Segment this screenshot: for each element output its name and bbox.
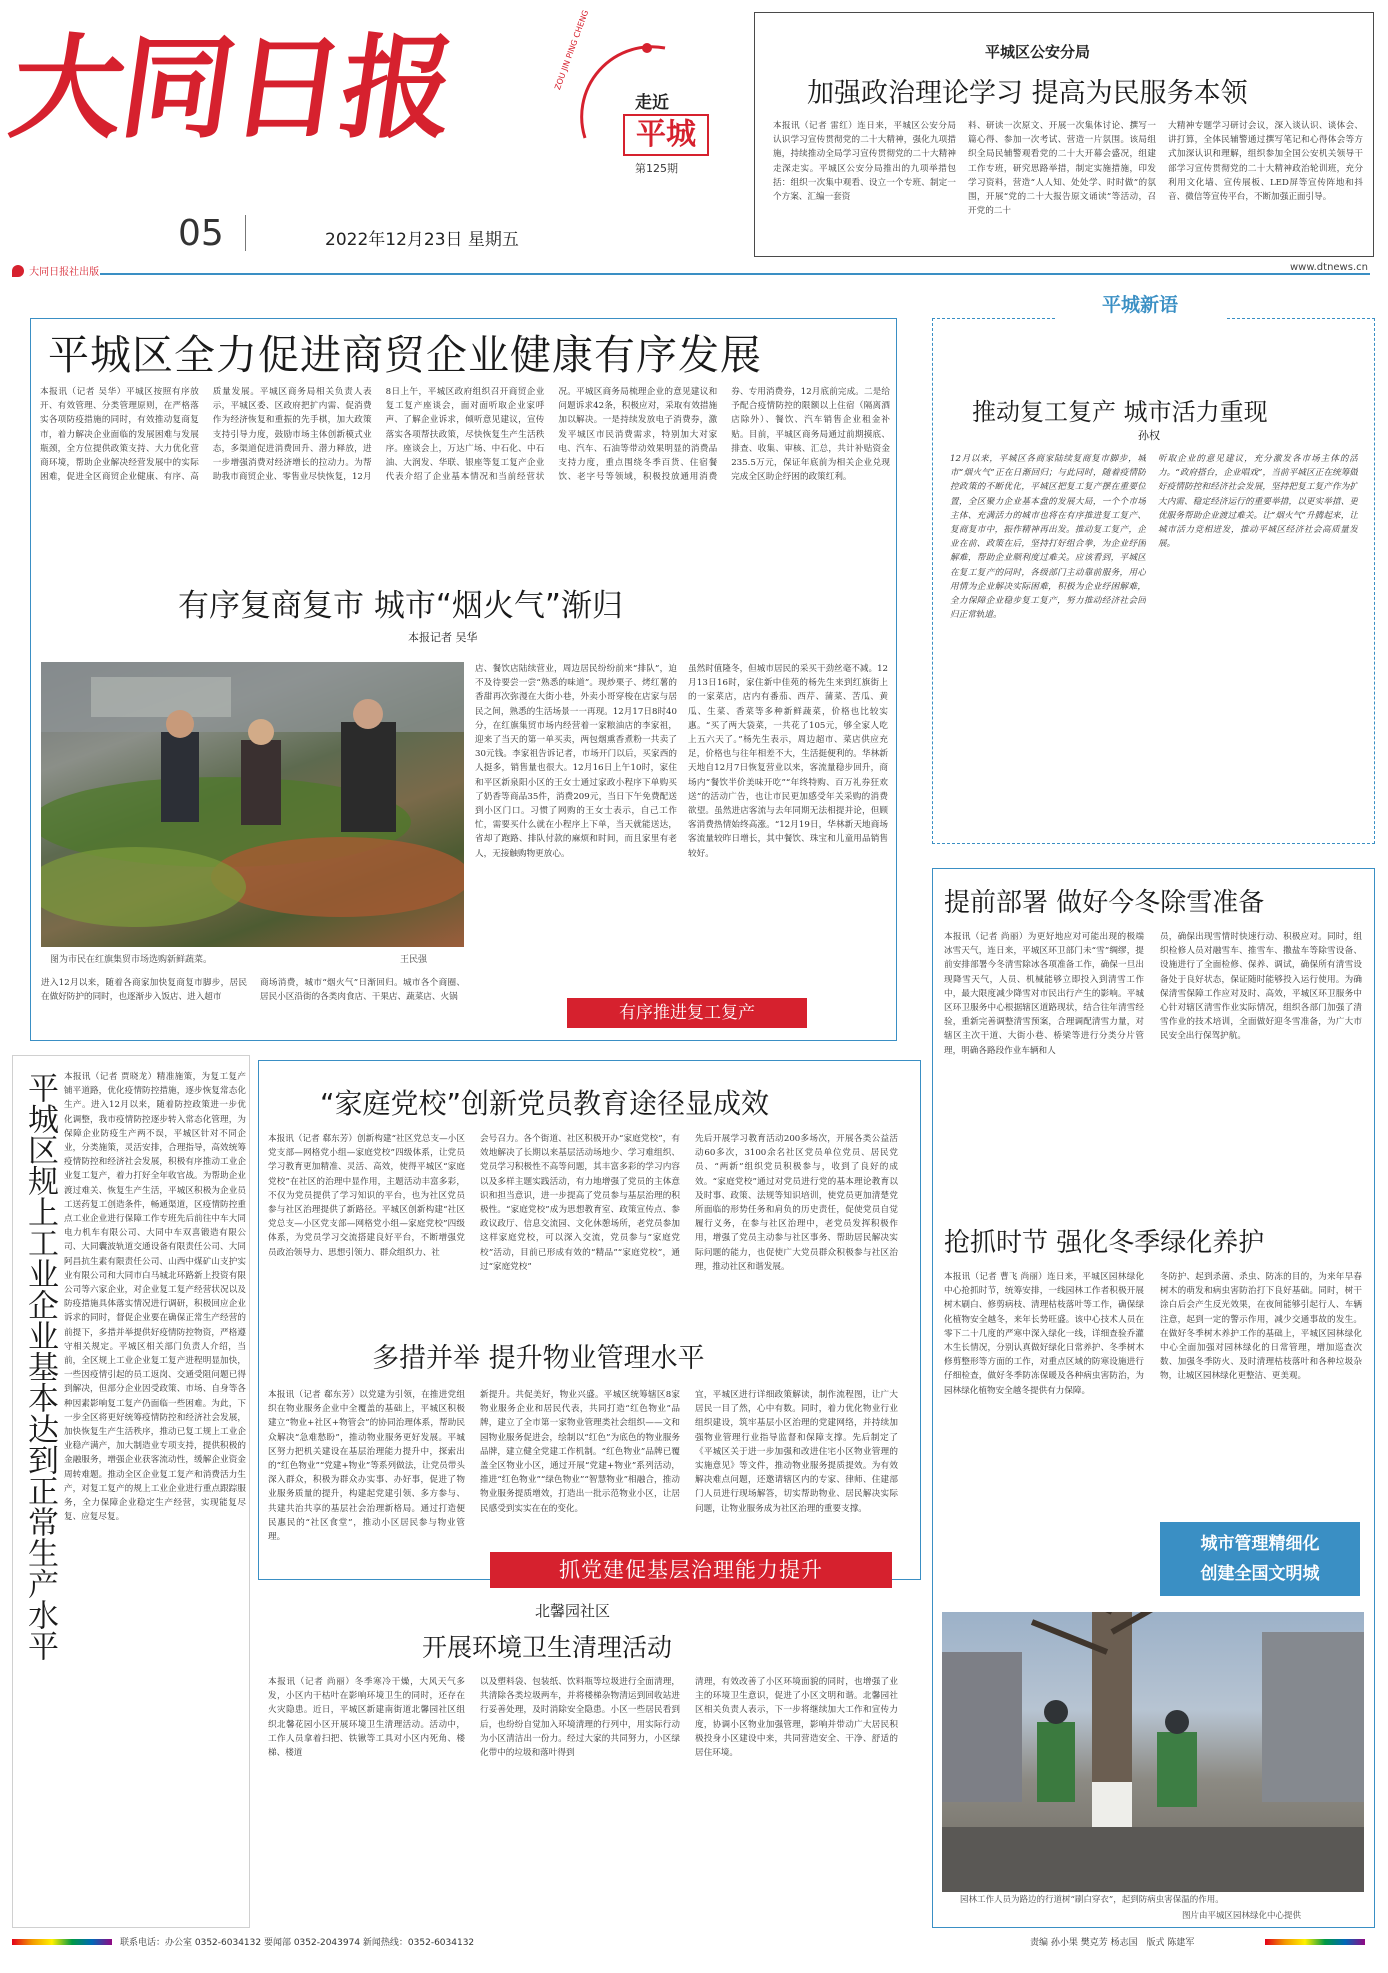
- top-story-col3: 大精神专题学习研讨会议，深入谈认识、谈体会、讲打算，全体民辅警通过撰写笔记和心得体会等方式加深认识和理解，组织参加全国公安机关领导干部学习宣传贯彻党的二十大精神政治轮训班，充分利用文化墙、宣传展板、LED屏等宣传阵地和抖音、微信等宣传平台，不断加强正面引导。: [1168, 121, 1363, 203]
- badge-main: 平城: [623, 114, 709, 156]
- greening-title: 抢抓时节 强化冬季绿化养护: [944, 1228, 1265, 1258]
- revive-banner: 有序推进复工复产: [567, 998, 807, 1028]
- tree-photo: [942, 1612, 1364, 1892]
- sanitation-col3: 清理，有效改善了小区环境面貌的同时，也增强了业主的环境卫生意识，促进了小区文明和谐。北馨园社区相关负责人表示，下一步将继续加大工作和宣传力度，协调小区物业加强管理，影响并带动广大居民积极投身小区建设中来，共同营造安全、干净、舒适的居住环境。: [695, 1677, 898, 1759]
- property-title: 多措并举 提升物业管理水平: [372, 1343, 705, 1374]
- snow-col1: 本报讯（记者 尚丽）为更好地应对可能出现的极端冰雪天气，连日来，平城区环卫部门未“雪”绸缪，提前安排部署今冬清雪除冰各项准备工作，确保一旦出现降雪天气，人员、机械能够立即投入到清雪工作中，最大限度减少降雪对市民出行产生的影响。平城区环卫服务中心根据辖区道路现状，结合往年清雪经验，重新完善调整清雪预案，合理调配清雪力量，对辖区主次干道、大街小巷、桥梁等进行分类分片管理，明确各路段作业车辆和人: [944, 932, 1144, 1056]
- top-story-title: 加强政治理论学习 提高为民服务本领: [807, 78, 1248, 109]
- commentary-kicker-badge: [1055, 286, 1225, 324]
- footer-editor-names: 孙小果 樊克芳 杨志国: [1050, 1938, 1138, 1948]
- commentary-kicker: 平城新语: [1101, 294, 1178, 316]
- masthead-divider: [245, 215, 246, 251]
- feature-under-photo2: 商场消费，城市“烟火气”日渐回归。城市各个商圈、居民小区沿街的各类肉食店、干果店、蔬菜店、火锅: [260, 978, 465, 1003]
- party-school-title: “家庭党校”创新党员教育途径显成效: [320, 1087, 770, 1120]
- commentary-col2: 听取企业的意见建议，充分激发各市场主体的活力。“政府搭台，企业唱戏”，当前平城区正在统筹做好疫情防控和经济社会发展，坚持把复工复产作为扩大内需、稳定经济运行的重要举措，以更实举措、更优服务帮助企业渡过难关。让“烟火气”升腾起来，让城市活力竞相迸发，推动平城区经济社会高质量发展。: [1158, 454, 1358, 550]
- sanitation-kicker: 北馨园社区: [535, 1602, 611, 1620]
- footer-format-label: 版式: [1146, 1938, 1165, 1948]
- newspaper-name: 大同日报: [2, 23, 462, 154]
- sanitation-col1: 本报讯（记者 尚丽）冬季寒冷干燥，大风天气多发，小区内干枯叶在影响环境卫生的同时，还存在火灾隐患。近日，平城区新建南街道北馨园社区组织北馨花园小区开展环境卫生清理活动。活动中，工作人员拿着扫把、铁锹等工具对小区内死角、楼梯、楼道: [268, 1677, 465, 1759]
- feature-col1: 店、餐饮店陆续营业，周边居民纷纷前来“排队”，迫不及待要尝一尝“熟悉的味道”。现炒栗子、烤红薯的香甜再次弥漫在大街小巷，外卖小哥穿梭在店家与居民之间，熟悉的生活场景一一再现。12月17日8时40分，在红旗集贸市场内经营着一家粮油店的李家祖，迎来了当天的第一单买卖，两包烟熏香煮粉一共卖了30元钱。李家祖告诉记者，市场开门以后，买家西的人挺多，销售量也很大。12月16日上午10时，家住和平区新泉阳小区的王女士通过家政小程序下单购买了奶香等商品35件，消费209元，当日下午免费配送到小区门口。习惯了网购的王女士表示，自己工作忙，需要买什么就在小程序上下单，当天就能送达，省却了跑路、排队付款的麻烦和时间，而且家里有老人，无接触购物更放心。: [475, 664, 677, 859]
- greening-col1: 本报讯（记者 曹飞 尚丽）连日来，平城区园林绿化中心抢抓时节，统筹安排，一线园林工作者积极开展树木刷白、修剪病枝、清理枯枝落叶等工作，确保绿化植物安全越冬，来年长势旺盛。该中心技术人员在零下二十几度的严寒中深入绿化一线，详细查验乔灌木生长情况，分别认真做好绿化日常养护、冬季树木修剪整形等方面的工作，对重点区域的防寒设施进行仔细检查，做好冬季防冻保暖及各种病虫害防治，为园林绿化植物安全越冬提供有力保障。: [944, 1272, 1144, 1396]
- publisher-line: [12, 260, 762, 278]
- footer-editors: [1030, 1935, 1194, 1948]
- sanitation-title: 开展环境卫生清理活动: [422, 1633, 673, 1662]
- top-story-box: [754, 12, 1374, 257]
- tree-photo-scene-icon: [942, 1612, 1364, 1892]
- footer-color-bar-left: [12, 1939, 112, 1945]
- issue-date: 2022年12月23日 星期五: [325, 230, 519, 250]
- publisher-name: 大同日报社出版: [29, 267, 100, 278]
- market-photo-scene-icon: [41, 662, 464, 947]
- footer-phones: 联系电话：办公室 0352-6034132 要闻部 0352-2043974 新闻热线：0352-6034132: [120, 1938, 475, 1948]
- party-school-col3: 先后开展学习教育活动200多场次，开展各类公益活动60多次，3100余名社区党员单位党员、居民党员、“两新”组织党员积极参与，收到了良好的成效。“家庭党校”通过对党员进行党的基本理论教育以及时事、政策、法规等知识培训，使党员更加清楚党所面临的形势任务和肩负的历史责任，促使党员自觉履行义务，在参与社区治理中，老党员发挥积极作用，增强了党员主动参与社区事务、帮助居民解决实际问题的能力，也促使广大党员群众积极参与社区治理，推动社区和谐发展。: [695, 1134, 898, 1272]
- market-photo-caption: 图为市民在红旗集贸市场选购新鲜蔬菜。: [50, 955, 213, 965]
- publisher-flame-icon: [12, 265, 24, 277]
- feature-title: 有序复商复市 城市“烟火气”渐归: [178, 588, 623, 624]
- badge-issue: 第125期: [635, 162, 678, 175]
- top-story-col1: 本报讯（记者 雷红）连日来，平城区公安分局认识学习宣传贯彻党的二十大精神，强化九项措施，持续推动全局学习宣传贯彻党的二十大精神走深走实。平城区公安分局推出的九项举措包括：组织一次集中观看、设立一个专班、制定一个方案、汇编一套资: [773, 121, 956, 203]
- industry-body: 本报讯（记者 贾晓龙）精准施策，为复工复产铺平道路，优化疫情防控措施，逐步恢复常态化生产。进入12月以来，随着防控政策进一步优化调整，我市疫情防控逐步转入常态化管理，为保障企业防疫生产两不误，平城区针对不同企业，分类施策，灵活安排，合理指导，高效统筹疫情防控和经济社会发展，积极有序推动工业企业复工复产，着力打好全年收官战。为帮助企业渡过难关、恢复生产生活，平城区积极为企业员工送药复工创造条件，畅通渠道，区疫情防控重点工业企业进行保障工作专班先后前往中车大同电力机车有限公司、大同中车双喜锻造有限公司、大同囊波轨道交通设备有限责任公司、大同阿昌抗生素有限责任公司、山西中煤矿山支护实业有限公司和大同市白马城北环路新上投资有限公司等六家企业，对企业复工复产经营状况以及防疫措施具体落实情况进行调研，积极回应企业诉求的同时，督促企业要在确保正常生产经营的前提下，多措并举提供好疫情防控物资，严格遵守相关规定。平城区相关部门负责人介绍，当前，全区规上工业企业复工复产进程明显加快，一些因疫情引起的员工返岗、交通受阻问题已得到解决，但部分企业因受政策、市场、自身等各种因素影响复工复产仍面临一些困难。为此，下一步全区将更好统筹疫情防控和经济社会发展，加快恢复生产生活秩序，推动已复工规上工业企业稳产满产，加大制造业专项支持，提供积极的金融服务，增强企业获客流动性，缓解企业资金周转难题。推动全区企业复工复产和消费活力生产，对复工复产的规上工业企业进行重点跟踪服务，全力保障企业稳定生产经营，实现能复尽复、应复尽复。: [64, 1072, 246, 1523]
- feature-under-photo1: 进入12月以来，随着各商家加快复商复市脚步，居民在做好防护的同时，也逐渐步入饭店、进入超市: [41, 978, 247, 1003]
- feature-byline: 本报记者 吴华: [408, 631, 478, 644]
- commentary-title: 推动复工复产 城市活力重现: [972, 398, 1268, 426]
- snow-title: 提前部署 做好今冬除雪准备: [944, 888, 1265, 918]
- footer-color-bar-right: [1265, 1939, 1365, 1945]
- civilized-line2: 创建全国文明城: [1200, 1564, 1320, 1584]
- commentary-author: 孙权: [1138, 429, 1160, 442]
- badge-top: 走近: [635, 93, 669, 113]
- page-number: 05: [178, 213, 224, 254]
- sanitation-col2: 以及塑料袋、包装纸、饮料瓶等垃圾进行全面清理，共清除各类垃圾两车，并将楼梯杂物清运到回收站进行妥善处理，及时消除安全隐患。小区一些居民看到后，也纷纷自觉加入环境清理的行列中，用实际行动为小区清洁出一份力。经过大家的共同努力，小区绿化带中的垃圾和落叶得到: [480, 1677, 680, 1759]
- lead-title: 平城区全力促进商贸企业健康有序发展: [48, 331, 762, 379]
- property-col1: 本报讯（记者 郗东芳）以党建为引领，在推进党组织在物业服务企业中全覆盖的基础上，平城区积极建立“物业+社区+物管会”的协同治理体系，帮助民众解决“急难愁盼”，推动物业服务更好发展。平城区努力把机关建设在基层治理能力提升中，探索出的“红色物业”“党建+物业”等系列做法，让党员带头深入群众，积极为群众办实事、办好事，促进了物业服务质量的提升，构建起党建引领、多方参与、共建共治共享的基层社会治理新格局。通过打造便民惠民的“社区食堂”，推动小区居民参与物业管理。: [268, 1390, 465, 1543]
- lead-body: 本报讯（记者 吴华）平城区按照有序放开、有效管理、分类管理原则，在严格落实各项防疫措施的同时，有效推动复商复市，着力解决企业面临的发展困难与发展瓶颈，全方位提供政策支持、大力优化营商环境，帮助企业解决经营发展中的实际困难，促进全区商贸企业健康、有序、高质量发展。平城区商务局相关负责人表示，平城区委、区政府把扩内需、促消费作为经济恢复和重振的先手棋，加大政策支持引导力度，鼓励市场主体创新模式业态，多渠道促进消费回升、潜力释放，进一步增强消费对经济增长的拉动力。为帮助我市商贸企业、零售业尽快恢复，12月8日上午，平城区政府组织召开商贸企业复工复产座谈会，面对面听取企业家呼声、了解企业诉求，倾听意见建议，宣传落实各项帮扶政策，尽快恢复生产生活秩序。座谈会上，万达广场、中石化、中石油、大润发、华联、银座等复工复产企业代表介绍了企业基本情况和当前经营状况。平城区商务局梳理企业的意见建议和问题诉求42条，积极应对，采取有效措施加以解决。一是持续发放电子消费券，激发平城区市民消费需求，特别加大对家电、汽车、石油等带动效果明显的消费品支持力度，重点围绕冬季百货、住宿餐饮、老字号等领域，积极投放通用消费券、专用消费券，12月底前完成。二是给予配合疫情防控的限额以上住宿（隔离酒店除外）、餐饮、汽车销售企业租金补贴。目前，平城区商务局通过前期摸底、排查、收集、审核、汇总，共计补贴资金235.5万元，保证年底前为相关企业兑现完成全区助企纾困的政策红利。: [40, 387, 890, 483]
- party-banner: 抓党建促基层治理能力提升: [490, 1552, 892, 1588]
- badge-pinyin: ZOU JIN PING CHENG: [553, 8, 591, 92]
- top-story-kicker: 平城区公安分局: [985, 43, 1091, 61]
- feature-badge: [553, 8, 720, 178]
- greening-col2: 冬防护、起到杀菌、杀虫、防冻的目的，为来年早春树木的萌发和病虫害防治打下良好基础。同时，树干涂白后会产生反光效果，在夜间能够引起行人、车辆注意，起到一定的警示作用，减少交通事故的发生。在做好冬季树木养护工作的基础上，平城区园林绿化中心全面加强对园林绿化的日常管理，增加巡查次数、加强冬季防火、及时清理枯枝落叶和各种垃圾杂物，让城区园林绿化更整洁、更美观。: [1160, 1272, 1362, 1382]
- website: www.dtnews.cn: [1290, 262, 1368, 273]
- tree-photo-credit: 图片由平城区园林绿化中心提供: [1182, 1911, 1302, 1921]
- footer-formatter: 陈建军: [1167, 1938, 1195, 1948]
- property-col2: 新提升。共促美好，物业兴盛。平城区统筹辖区8家物业服务企业和居民代表，共同打造“红色物业”品牌，建立了全市第一家物业管理类社会组织——文和园物业服务促进会，绘制以“红色”为底色的物业服务品牌，建立健全党建工作机制。“红色物业”品牌已覆盖全区物业小区，通过开展“党建+物业”系列活动，推进“红色物业”“绿色物业”“智慧物业”相融合，推动物业服务提质增效，打造出一批示范物业小区，让居民感受到实实在在的变化。: [480, 1390, 680, 1514]
- party-school-col1: 本报讯（记者 郗东芳）创新构建“社区党总支—小区党支部—网格党小组—家庭党校”四级体系，让党员学习教育更加精准、灵活、高效，使得平城区“家庭党校”在社区的治理中显作用，主题活动丰富多彩，不仅为党员提供了学习知识的平台，也为社区党员参与社区治理提供了新路径。平城区创新构建“社区党总支—小区党支部—网格党小组—家庭党校”四级体系，为党员学习交流搭建良好平台，不断增强党员政治领导力、思想引领力、群众组织力、社: [268, 1134, 465, 1258]
- masthead-logo: [2, 14, 462, 164]
- civilized-line1: 城市管理精细化: [1200, 1534, 1320, 1554]
- property-col3: 宜，平城区进行详细政策解读，制作流程图，让广大居民一目了然，心中有数。同时，着力优化物业行业组织建设，筑牢基层小区治理的党建网络，并持续加强物业管理行业指导监督和保障支撑。先后制定了《平城区关于进一步加强和改进住宅小区物业管理的实施意见》等文件，推动物业服务提质提效。为有效解决难点问题，还邀请辖区内的专家、律师、住建部门人员进行现场解答，切实帮助物业、居民解决实际问题，让物业服务成为社区治理的重要支撑。: [695, 1390, 898, 1514]
- industry-title: 平城区规上工业企业基本达到正常生产水平: [22, 1072, 58, 1661]
- market-photo-credit: 王民强: [400, 955, 428, 965]
- masthead-rule: [100, 273, 1370, 275]
- civilized-slogan: [1160, 1522, 1360, 1596]
- snow-col2: 员，确保出现雪情时快速行动、积极应对。同时，组织检修人员对融雪车、推雪车、撒盐车等除雪设备、设施进行了全面检修、保养、调试，确保所有清雪设备处于良好状态，保证随时能够投入运行使用。为确保清雪保障工作应对及时、高效，平城区环卫服务中心针对辖区清雪作业实际情况，组织各部门加强了清雪作业的技术培训，全面做好迎冬雪准备，为广大市民安全出行保驾护航。: [1160, 932, 1362, 1042]
- feature-col2: 虽然时值隆冬，但城市居民的采买干劲丝毫不减。12月13日16时，家住新中佳苑的杨先生来到红旗街上的一家菜店，店内有番茄、西芹、蒲菜、苦瓜、黄瓜、生菜、香菜等多种新鲜蔬菜，价格也比较实惠。“买了两大袋菜，一共花了105元，够全家人吃上五六天了。”杨先生表示，周边超市、菜店供应充足，价格也与往年相差不大，生活挺便利的。华林新天地自12月7日恢复营业以来，客流量稳步回升，商场内“餐饮半价美味开吃”“年终特购、百万礼券狂欢送”的活动广告，也让市民更加感受年关采购的消费欲望。虽然进店客流与去年同期无法相提并论，但顾客消费热情始终高涨。“12月19日，华林新天地商场客流量较昨日增长，其中餐饮、珠宝和儿童用品销售较好。: [688, 664, 888, 859]
- market-photo: [41, 662, 464, 947]
- commentary-col1: 12月以来，平城区各商家陆续复商复市脚步，城市“烟火气”正在日渐回归；与此同时，随着疫情防控政策的不断优化，平城区把复工复产摆在重要位置，全区聚力企业基本盘的发展大局，一个个市场主体、充满活力的城市也将在有序推进复工复产、复商复市中，振作精神再出发。推动复工复产，企业在前、政策在后，坚持打好组合拳，为企业纾困解难，帮助企业顺利度过难关。应该看到，平城区在复工复产的同时，各级部门主动靠前服务，用心用情为企业解决实际困难，积极为企业纾困解难，全力保障企业稳步复工复产，努力推动经济社会回归正常轨道。: [950, 454, 1146, 621]
- footer-editor-label: 责编: [1030, 1938, 1049, 1948]
- party-school-col2: 会号召力。各个街道、社区积极开办“家庭党校”，有效地解决了长期以来基层活动场地少、学习难组织、党员学习积极性不高等问题，其丰富多彩的学习内容以及多样主题实践活动，有力地增强了党员的主体意识和担当意识，进一步提高了党员参与基层治理的积极性。“家庭党校”成为思想教育室、政策宣传点、参政议政厅、信息交流园、文化休憩场所，老党员参加这样家庭党校，可以深入交流，党员参与“家庭党校”活动，目前已形成有效的“精品”“家庭党校”，通过“家庭党校”: [480, 1134, 680, 1272]
- tree-photo-caption: 园林工作人员为路边的行道树“刷白穿衣”，起到防病虫害保温的作用。: [960, 1895, 1224, 1905]
- top-story-col2: 料、研读一次原文、开展一次集体讨论、撰写一篇心得、参加一次考试、营造一片氛围。该局组织全局民辅警观看党的二十大开幕会盛况，组建工作专班，研究思路举措，制定实施措施，印发学习资料，营造“人人知、处处学、时时做”的氛围，开展“党的二十大报告原文诵读”等活动，召开党的二十: [968, 121, 1156, 217]
